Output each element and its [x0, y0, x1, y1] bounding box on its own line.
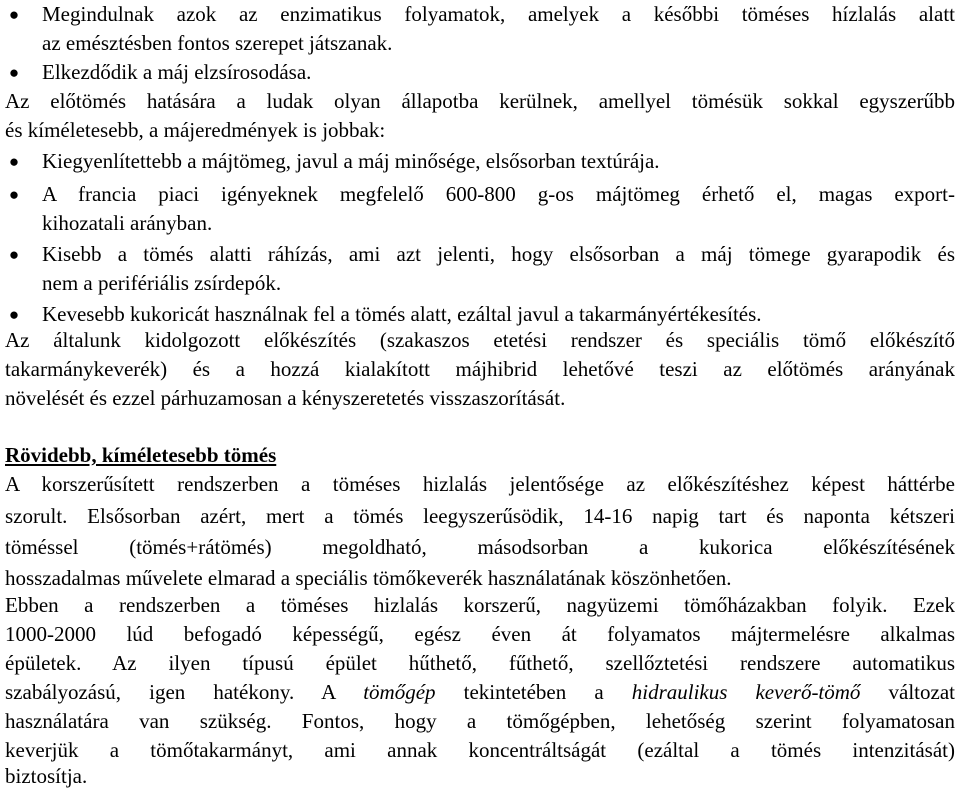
- bullet-dot: ●: [8, 63, 20, 82]
- bullet-text-line: nem a perifériális zsírdepók.: [42, 271, 282, 295]
- bullet-text-line: kihozatali arányban.: [42, 211, 213, 235]
- bullet-dot: ●: [8, 185, 20, 204]
- paragraph-line: épületek. Az ilyen típusú épület hűthető, fűthető, szellőztetési rendszere automatikus: [5, 651, 955, 675]
- bullet-text-line: Elkezdődik a máj elzsírosodása.: [42, 60, 312, 84]
- emphasis-hidraulikus: hidraulikus keverő-tömő: [631, 680, 861, 704]
- paragraph-line: A korszerűsített rendszerben a töméses hizlalás jelentősége az előkészítéshez képest háttérbe: [5, 472, 955, 496]
- text-span: szabályozású, igen hatékony. A: [5, 680, 364, 704]
- text-span: tekintetében a: [435, 680, 632, 704]
- bullet-text-line: Kevesebb kukoricát használnak fel a tömés alatt, ezáltal javul a takarmányértékesítés.: [42, 302, 762, 326]
- emphasis-tomogep: tömőgép: [363, 680, 436, 704]
- bullet-text-line: Kiegyenlítettebb a májtömeg, javul a máj minősége, elsősorban textúrája.: [42, 149, 660, 173]
- bullet-dot: ●: [8, 305, 20, 324]
- text-span: változat: [860, 680, 955, 704]
- bullet-text-line: az emésztésben fontos szerepet játszanak.: [42, 31, 393, 55]
- paragraph-line: használatára van szükség. Fontos, hogy a tömőgépben, lehetőség szerint folyamatosan: [5, 709, 955, 733]
- section-heading: Rövidebb, kíméletesebb tömés: [5, 443, 277, 467]
- paragraph-line: szorult. Elsősorban azért, mert a tömés leegyszerűsödik, 14-16 napig tart és naponta kétszeri: [5, 504, 955, 528]
- paragraph-line: Ebben a rendszerben a töméses hizlalás korszerű, nagyüzemi tömőházakban folyik. Ezek: [5, 593, 955, 617]
- paragraph-line-with-emphasis: [5, 678, 955, 707]
- bullet-dot: ●: [8, 245, 20, 264]
- paragraph-line: biztosítja.: [5, 764, 88, 788]
- paragraph-line: és kíméletesebb, a májeredmények is jobbak:: [5, 118, 386, 142]
- paragraph-line: növelését és ezzel párhuzamosan a kényszeretetés visszaszorítását.: [5, 386, 566, 410]
- paragraph-line: hosszadalmas művelete elmarad a speciális tömőkeverék használatának köszönhetően.: [5, 566, 732, 590]
- paragraph-line: keverjük a tömőtakarmányt, ami annak koncentráltságát (ezáltal a tömés intenzitását): [5, 738, 955, 762]
- paragraph-line: 1000-2000 lúd befogadó képességű, egész éven át folyamatos májtermelésre alkalmas: [5, 622, 955, 646]
- paragraph-line: Az előtömés hatására a ludak olyan állapotba kerülnek, amellyel tömésük sokkal egyszerűbb: [5, 89, 955, 113]
- paragraph-line: Az általunk kidolgozott előkészítés (szakaszos etetési rendszer és speciális tömő előkészítő: [5, 328, 955, 352]
- bullet-dot: ●: [8, 5, 20, 24]
- bullet-text-line: Kisebb a tömés alatti ráhízás, ami azt jelenti, hogy elsősorban a máj tömege gyarapodik és: [42, 242, 955, 266]
- bullet-dot: ●: [8, 152, 20, 171]
- paragraph-line: takarmánykeverék) és a hozzá kialakított májhibrid lehetővé teszi az előtömés arányának: [5, 357, 955, 381]
- bullet-text-line: A francia piaci igényeknek megfelelő 600-800 g-os májtömeg érhető el, magas export-: [42, 182, 955, 206]
- bullet-text-line: Megindulnak azok az enzimatikus folyamatok, amelyek a későbbi töméses hízlalás alatt: [42, 2, 955, 26]
- paragraph-line: töméssel (tömés+rátömés) megoldható, másodsorban a kukorica előkészítésének: [5, 535, 955, 559]
